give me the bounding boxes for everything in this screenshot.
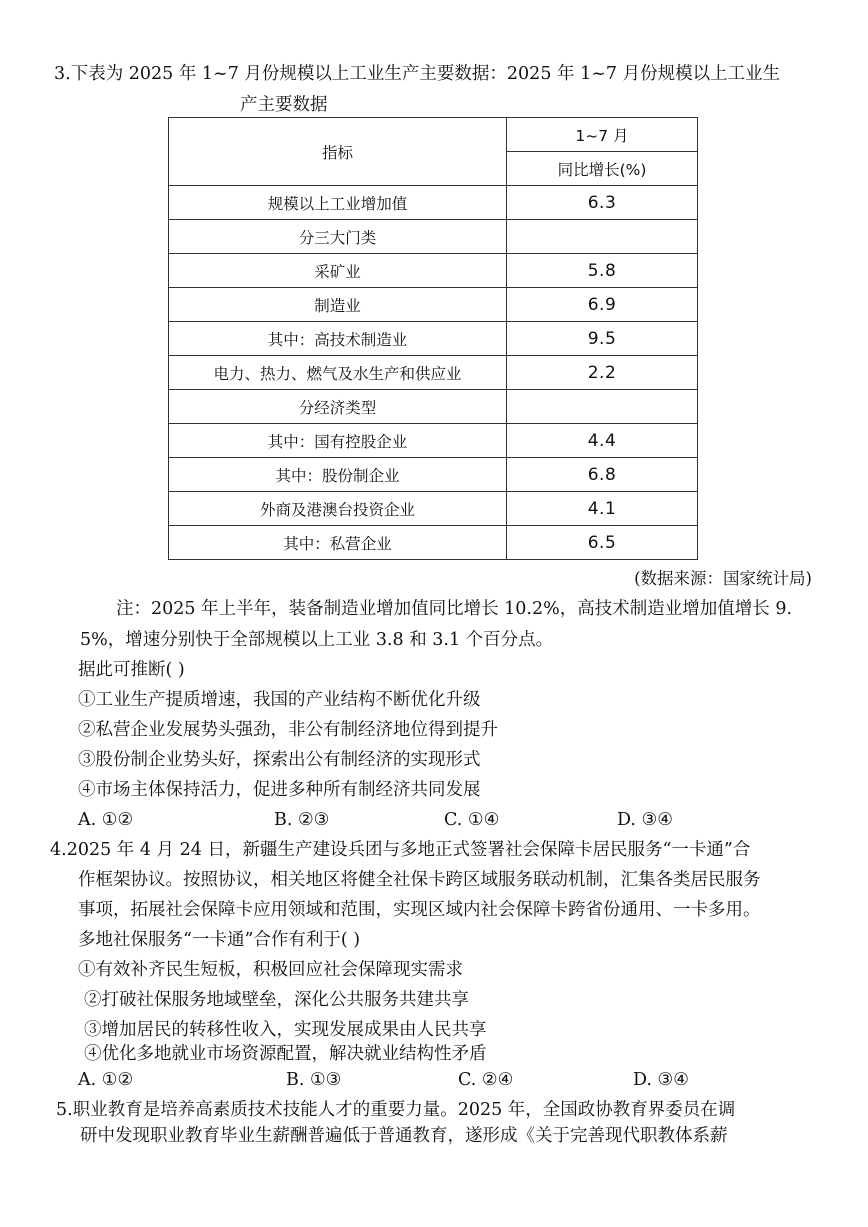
question-3-option-a[interactable]: A. ①② (78, 810, 134, 830)
table-row (169, 288, 698, 322)
question-3-statement-4: ④市场主体保持活力，促进多种所有制经济共同发展 (78, 780, 481, 800)
question-3-option-d[interactable]: D. ③④ (617, 810, 673, 830)
row-label: 电力、热力、燃气及水生产和供应业 (169, 356, 507, 390)
question-3-stem-line-2: 产主要数据 (240, 95, 328, 115)
question-5-stem-line-2: 研中发现职业教育毕业生薪酬普遍低于普通教育，遂形成《关于完善现代职教体系薪 (80, 1126, 728, 1146)
question-4-stem-line-3: 事项，拓展社会保障卡应用领域和范围，实现区域内社会保障卡跨省份通用、一卡多用。 (78, 900, 761, 920)
row-label: 其中：私营企业 (169, 526, 507, 560)
row-value: 6.5 (507, 526, 698, 560)
question-4-option-b[interactable]: B. ①③ (286, 1070, 342, 1090)
row-label: 规模以上工业增加值 (169, 186, 507, 220)
question-3-statement-3: ③股份制企业势头好，探索出公有制经济的实现形式 (78, 750, 481, 770)
table-row (169, 356, 698, 390)
row-label: 其中：国有控股企业 (169, 424, 507, 458)
question-4-statement-2: ②打破社保服务地域壁垒，深化公共服务共建共享 (84, 990, 469, 1010)
question-4-option-a[interactable]: A. ①② (78, 1070, 134, 1090)
table-row (169, 424, 698, 458)
question-5-stem-line-1: 5.职业教育是培养高素质技术技能人才的重要力量。2025 年，全国政协教育界委员在调 (56, 1100, 736, 1120)
row-label: 其中：高技术制造业 (169, 322, 507, 356)
question-4-stem-line-1: 4.2025 年 4 月 24 日，新疆生产建设兵团与多地正式签署社会保障卡居民服务“一卡通”合 (50, 840, 751, 860)
industrial-data-table (168, 117, 698, 560)
question-4-stem-line-4: 多地社保服务“一卡通”合作有利于( ) (78, 930, 361, 950)
row-label: 制造业 (169, 288, 507, 322)
question-3-statement-2: ②私营企业发展势头强劲，非公有制经济地位得到提升 (78, 720, 498, 740)
table-row (169, 390, 698, 424)
question-3-option-b[interactable]: B. ②③ (274, 810, 330, 830)
row-value: 6.9 (507, 288, 698, 322)
header-period: 1~7 月 (507, 118, 698, 152)
question-3-prompt: 据此可推断( ) (78, 660, 185, 680)
row-label: 外商及港澳台投资企业 (169, 492, 507, 526)
question-3-option-c[interactable]: C. ①④ (444, 810, 500, 830)
question-4-option-c[interactable]: C. ②④ (458, 1070, 514, 1090)
row-value: 5.8 (507, 254, 698, 288)
row-label: 采矿业 (169, 254, 507, 288)
table-row (169, 220, 698, 254)
row-value (507, 390, 698, 424)
question-3-note-line-2: 5%，增速分别快于全部规模以上工业 3.8 和 3.1 个百分点。 (80, 630, 554, 650)
data-source-note: (数据来源：国家统计局) (634, 569, 812, 588)
row-label: 其中：股份制企业 (169, 458, 507, 492)
table-row (169, 186, 698, 220)
table-row (169, 322, 698, 356)
row-label: 分经济类型 (169, 390, 507, 424)
table-row (169, 458, 698, 492)
row-label: 分三大门类 (169, 220, 507, 254)
question-3-note-line-1: 注：2025 年上半年，装备制造业增加值同比增长 10.2%，高技术制造业增加值增长 9. (116, 599, 793, 619)
question-4-statement-4: ④优化多地就业市场资源配置，解决就业结构性矛盾 (84, 1044, 487, 1064)
table-row (169, 254, 698, 288)
row-value: 4.4 (507, 424, 698, 458)
question-3-statement-1: ①工业生产提质增速，我国的产业结构不断优化升级 (78, 690, 481, 710)
table-row (169, 492, 698, 526)
question-4-option-d[interactable]: D. ③④ (633, 1070, 689, 1090)
row-value: 9.5 (507, 322, 698, 356)
question-3-stem-line-1: 3.下表为 2025 年 1~7 月份规模以上工业生产主要数据：2025 年 1~7 月份规模以上工业生 (54, 64, 781, 84)
question-4-statement-1: ①有效补齐民生短板，积极回应社会保障现实需求 (78, 960, 463, 980)
header-indicator: 指标 (169, 118, 507, 186)
header-growth: 同比增长(%) (507, 152, 698, 186)
table-row (169, 526, 698, 560)
row-value (507, 220, 698, 254)
row-value: 6.3 (507, 186, 698, 220)
row-value: 2.2 (507, 356, 698, 390)
question-4-statement-3: ③增加居民的转移性收入，实现发展成果由人民共享 (84, 1020, 487, 1040)
question-4-stem-line-2: 作框架协议。按照协议，相关地区将健全社保卡跨区域服务联动机制，汇集各类居民服务 (78, 870, 761, 890)
row-value: 6.8 (507, 458, 698, 492)
row-value: 4.1 (507, 492, 698, 526)
table-header-row (169, 118, 698, 152)
